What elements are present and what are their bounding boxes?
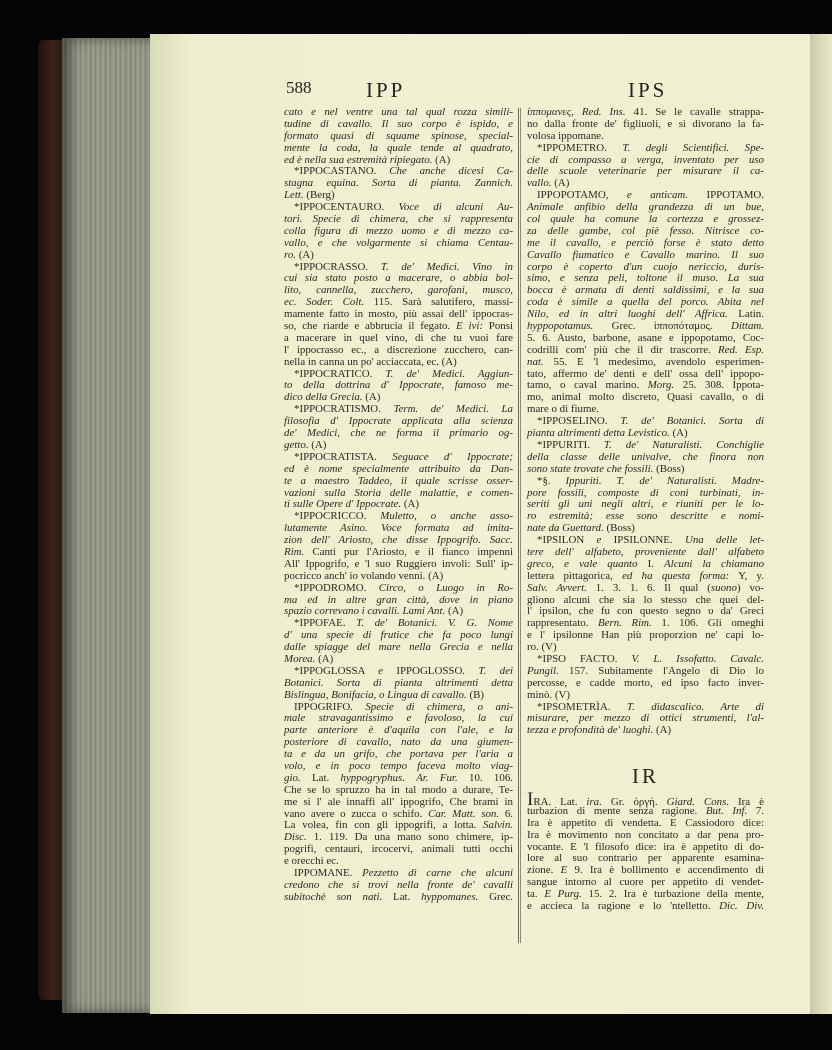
text-run: *IPPOGLOSSA bbox=[294, 664, 379, 677]
italic-text-run: E Purg. bbox=[544, 888, 582, 901]
dictionary-entry bbox=[284, 618, 513, 666]
text-run: 1. 106. Gli omeghi bbox=[651, 617, 764, 630]
italic-text-run: seriti gli uni negli altri, e riuniti per le lo- bbox=[527, 498, 764, 511]
text-run: a macerare in quel vino, di che tu vuoi fare bbox=[284, 331, 513, 344]
text-run: Latin. bbox=[727, 308, 764, 321]
italic-text-run: Car. Matt. son. bbox=[428, 807, 500, 820]
italic-text-run: greco, e vale quanto bbox=[527, 557, 638, 570]
dictionary-entry bbox=[527, 107, 764, 143]
italic-text-run: getto. bbox=[284, 438, 309, 451]
text-run: (A) bbox=[315, 652, 334, 665]
italic-text-run: subitochè son nati. bbox=[284, 890, 383, 903]
italic-text-run: male stravagantissimo e favoloso, la cui bbox=[284, 712, 513, 725]
dictionary-entry bbox=[527, 143, 764, 191]
text-run: lore al suo contrario per apparente esamina- bbox=[527, 852, 764, 865]
ira-entry bbox=[527, 789, 765, 913]
text-run: Lat. bbox=[300, 771, 341, 784]
text-run: (A) bbox=[296, 248, 314, 261]
right-column bbox=[527, 107, 764, 737]
italic-text-run: formato quasi di squame spinose, special- bbox=[284, 129, 513, 142]
dictionary-entry bbox=[284, 107, 513, 166]
text-run: Lat. bbox=[382, 890, 422, 903]
italic-text-run: Dic. Div. bbox=[719, 900, 764, 913]
italic-text-run: T. degli Scientifici. Spe- bbox=[622, 141, 764, 154]
italic-text-run: dico della Grecia. bbox=[284, 391, 363, 404]
italic-text-run: posteriore di cavallo, nato da una giumen- bbox=[284, 736, 513, 749]
text-run: (A) bbox=[308, 438, 327, 451]
text-run: IPPOMANE. bbox=[294, 867, 363, 879]
text-run: *IPPODROMO. bbox=[294, 581, 379, 594]
italic-text-run: Nilo, ed in altri luoghi dell' Affrica. bbox=[527, 308, 728, 321]
text-run: codrilli com' più che il dir trascorre. bbox=[527, 343, 719, 356]
italic-text-run: V. L. Issofatto. Cavalc. bbox=[631, 652, 764, 665]
dictionary-entry bbox=[527, 702, 764, 738]
text-run: 7. bbox=[747, 804, 764, 817]
text-run: IPPOPOTAMO, bbox=[537, 189, 627, 202]
next-page-edge bbox=[810, 34, 832, 1014]
italic-text-run: stagna equina. Sorta di pianta. Zannich. bbox=[284, 177, 513, 190]
left-running-head: IPP bbox=[366, 78, 406, 102]
text-run: Grec. bbox=[478, 890, 513, 903]
italic-text-run: pianta altrimenti detta Levistico. bbox=[527, 427, 670, 440]
text-run: ro. (V) bbox=[527, 641, 557, 654]
italic-text-run: vazioni sulla Storia delle malattie, e comen- bbox=[284, 486, 513, 499]
italic-text-run: Pungil. bbox=[527, 664, 559, 677]
text-line bbox=[527, 630, 764, 642]
section-heading: IR bbox=[632, 764, 659, 788]
text-run: *IPPOCRICCO. bbox=[294, 510, 381, 523]
text-run: vocante. E 'l filosofo dice: ira è appetito di do- bbox=[527, 840, 764, 853]
text-run: *IPPOMETRO. bbox=[537, 141, 623, 154]
text-run: Che se lo spruzzo ha in tal modo a durare, Te- bbox=[284, 783, 513, 796]
text-run: rappresentato. bbox=[527, 617, 598, 630]
italic-text-run: Alcuni la chiamano bbox=[664, 557, 765, 570]
text-run: *IPPOCENTAURO. bbox=[294, 201, 399, 214]
text-run: *IPPOCRATICO. bbox=[294, 367, 386, 380]
italic-text-run: Che anche dicesi Ca- bbox=[389, 165, 514, 178]
drop-cap: I bbox=[527, 789, 534, 810]
italic-text-run: cato e nel ventre una tal qual rozza simili- bbox=[284, 106, 513, 118]
italic-text-run: corpo è coperto d'un cuojo nericcio, duris- bbox=[527, 260, 764, 273]
page-number: 588 bbox=[286, 78, 312, 97]
italic-text-run: Morg. bbox=[647, 379, 675, 392]
italic-text-run: za delle gambe, col piè fesso. Nitrisce co- bbox=[527, 224, 764, 237]
italic-text-run: d' una specie di frutice che fa poco lungi bbox=[284, 629, 513, 642]
dictionary-entry bbox=[284, 404, 513, 452]
text-run: *IPPOCRATISTA. bbox=[294, 450, 393, 463]
text-run: *IPPOSELINO. bbox=[537, 415, 621, 428]
italic-text-run: hyppogryphus. Ar. Fur. bbox=[340, 771, 458, 784]
text-run: RA. Lat. bbox=[533, 796, 587, 808]
italic-text-run: ira. bbox=[586, 796, 602, 808]
italic-text-run: ed è nome specialmente attribuito da Dan- bbox=[284, 462, 513, 475]
text-run: e accieca la ragione e lo 'ntelletto. bbox=[527, 900, 720, 913]
dictionary-entry bbox=[284, 202, 513, 261]
text-run: Ira è bbox=[729, 796, 764, 808]
italic-text-run: ti sulle Opere d' Ippocrate. bbox=[284, 498, 402, 511]
page-edges bbox=[62, 38, 152, 1013]
text-run: volosa ippomane. bbox=[527, 129, 604, 142]
italic-text-run: Seguace d' Ippocrate; bbox=[392, 450, 513, 463]
left-column bbox=[284, 107, 513, 904]
italic-text-run: zion dell' Ariosto, che disse Ippogrifo. Sacc. bbox=[284, 534, 513, 547]
italic-text-run: E ivi: bbox=[455, 320, 483, 333]
dictionary-entry bbox=[284, 262, 513, 369]
text-run: no dalla fronte de' figliuoli, e si divorano la fa- bbox=[527, 117, 764, 130]
italic-text-run: colla figura di mezzo uomo e di mezzo ca- bbox=[284, 224, 513, 237]
text-line bbox=[284, 238, 513, 250]
italic-text-run: Giard. Cons. bbox=[666, 796, 730, 808]
text-run: l' ippocrasso ec., a discrezione zucchero, can- bbox=[284, 343, 513, 356]
italic-text-run: e bbox=[378, 664, 383, 677]
italic-text-run: Rim. bbox=[284, 545, 305, 558]
italic-text-run: mente la coda, la quale tende al quadrato, bbox=[284, 141, 513, 154]
text-run: *IPSOMETRÌA. bbox=[537, 700, 627, 713]
dictionary-entry bbox=[527, 654, 764, 702]
text-run: Y, y. bbox=[729, 569, 764, 582]
italic-text-run: te a maestro Taddeo, il quale scrisse osser- bbox=[284, 474, 513, 487]
italic-text-run: Lett. bbox=[284, 189, 304, 202]
italic-text-run: Muletto, o anche asso- bbox=[380, 510, 513, 523]
dictionary-entry bbox=[527, 535, 764, 654]
text-run: Grec. ἱπποπόταμος. bbox=[593, 320, 732, 333]
text-run: minò. (V) bbox=[527, 688, 570, 701]
text-run: (A) bbox=[445, 605, 464, 618]
text-run: (Boss) bbox=[603, 522, 635, 535]
text-run: turbazion di mente senza ragione. bbox=[527, 804, 706, 817]
italic-text-run: T. de' Naturalisti. Conchiglie bbox=[603, 438, 764, 451]
text-run: ta. bbox=[527, 888, 545, 901]
text-line bbox=[284, 892, 513, 904]
italic-text-run: Red. Ins. bbox=[581, 106, 626, 118]
italic-text-run: gio. bbox=[284, 771, 301, 784]
text-line bbox=[527, 901, 764, 913]
italic-text-run: T. didascalico. Arte di bbox=[626, 700, 764, 713]
text-line bbox=[527, 725, 764, 737]
italic-text-run: Pezzetto di carne che alcuni bbox=[362, 867, 513, 879]
text-run: Ira è movimento non concitato a dar pena pro- bbox=[527, 828, 764, 841]
italic-text-run: Disc. bbox=[284, 831, 307, 844]
italic-text-run: Animale anfibio della grandezza di un bue, bbox=[527, 201, 764, 214]
italic-text-run: ro. bbox=[284, 248, 297, 261]
italic-text-run: vallo. bbox=[527, 177, 552, 190]
text-run: Gr. ὀργή. bbox=[601, 796, 667, 808]
italic-text-run: T. dei bbox=[478, 664, 513, 677]
italic-text-run: dalle spiagge del mare nella Grecia e nella bbox=[284, 641, 513, 654]
text-run: mo, animal molto discreto, Quasi cavallo, o di bbox=[527, 391, 764, 404]
italic-text-run: Specie di chimera, o ani- bbox=[365, 700, 513, 713]
text-run: 25. 308. Ippota- bbox=[674, 379, 764, 392]
italic-text-run: parte anteriore è d'aquila con l'ale, e la bbox=[284, 724, 513, 737]
text-run: vano avere o zucca o schifo. bbox=[284, 807, 429, 820]
text-run: 1. 3. 1. 6. Il qual ( bbox=[586, 581, 711, 594]
italic-text-run: nat. bbox=[527, 355, 544, 368]
italic-text-run: Bislingua, Bonifacia, o Lingua di cavallo. bbox=[284, 688, 467, 701]
italic-text-run: T. de' Botanici. Sorta di bbox=[620, 415, 764, 428]
text-run: 157. Subitamente l'Angelo di Dio lo bbox=[558, 664, 764, 677]
italic-text-run: Bern. Rim. bbox=[598, 617, 652, 630]
italic-text-run: e anticam. bbox=[626, 189, 689, 202]
text-run: zione. bbox=[527, 864, 561, 877]
italic-text-run: Morea. bbox=[284, 652, 316, 665]
text-run: 41. Se le cavalle strappa- bbox=[625, 106, 764, 118]
dictionary-entry bbox=[284, 452, 513, 511]
italic-text-run: cui sia stato posto a macerare, o abbia bol- bbox=[284, 272, 513, 285]
italic-text-run: simo, e senza peli, toltone il muso. La sua bbox=[527, 272, 764, 285]
text-run bbox=[574, 106, 582, 118]
italic-text-run: Salv. Avvert. bbox=[527, 581, 587, 594]
text-run: *IPPOFAE. bbox=[294, 617, 357, 630]
italic-text-run: tere dell' alfabeto, proveniente dall' alfabeto bbox=[527, 545, 764, 558]
italic-text-run: T. de' Medici. Vino in bbox=[380, 260, 513, 273]
italic-text-run: suono bbox=[710, 581, 737, 594]
italic-text-run: Una delle let- bbox=[684, 534, 764, 547]
text-run: Ira è appetito di vendetta. E Cassiodoro dice: bbox=[527, 816, 764, 829]
italic-text-run: delle scuole veterinarie per misurare il ca- bbox=[527, 165, 764, 178]
text-run: nella in canna un po' acciaccata, ec. (A) bbox=[284, 355, 457, 368]
text-run: *IPPOCRASSO. bbox=[294, 260, 381, 273]
italic-text-run: Cavallo fiumatico e Cavallo marino. Il suo bbox=[527, 248, 764, 261]
italic-text-run: tori. Specie di chimera, che si rappresenta bbox=[284, 213, 513, 226]
italic-text-run: E bbox=[560, 864, 568, 877]
dictionary-entry bbox=[284, 868, 513, 904]
text-run: *§. bbox=[537, 474, 566, 487]
text-run: I. bbox=[637, 557, 665, 570]
text-run: pocricco anch' io volando venni. (A) bbox=[284, 569, 444, 582]
italic-text-run: ἱππομανες, bbox=[527, 106, 574, 118]
column-divider bbox=[518, 108, 521, 943]
italic-text-run: credono che si trovi nella fronte de' cavalli bbox=[284, 878, 513, 891]
dictionary-entry bbox=[284, 666, 513, 702]
italic-text-run: nate da Guettard. bbox=[527, 522, 604, 535]
text-run: tamo, o caval marino. bbox=[527, 379, 648, 392]
italic-text-run: ta e da un grifo, che portava per l'aria a bbox=[284, 748, 513, 761]
italic-text-run: ec. Soder. Colt. bbox=[284, 296, 365, 309]
text-run: (A) bbox=[551, 177, 570, 190]
text-run: lettera pittagorica, bbox=[527, 569, 623, 582]
text-run: *IPPOCASTANO. bbox=[294, 165, 390, 178]
text-run: La volea, fin con gli ippogrifi, a lotta. bbox=[284, 819, 484, 832]
italic-text-run: della classe delle univalve, che finora non bbox=[527, 450, 764, 463]
italic-text-run: lutamente Asino. Voce formata ad imita- bbox=[284, 522, 513, 535]
text-run: 1. 119. Da una mano sono chimere, ip- bbox=[306, 831, 513, 844]
italic-text-run: to della dottrina d' Ippocrate, famoso me- bbox=[284, 379, 513, 392]
italic-text-run: Circo, o Luogo in Ro- bbox=[378, 581, 513, 594]
italic-text-run: filosofia d' Ippocrate applicata alla scienza bbox=[284, 415, 513, 428]
text-run: mare o di fiume. bbox=[527, 403, 599, 416]
text-run: e orecchi ec. bbox=[284, 855, 339, 868]
italic-text-run: tudine di cavallo. Il suo corpo è ispido, e bbox=[284, 117, 513, 130]
text-run: so, che riarde e abbrucia il fegato. bbox=[284, 320, 456, 333]
italic-text-run: coda è simile a quella del porco. Abita nel bbox=[527, 296, 764, 309]
text-run: (B) bbox=[466, 688, 484, 701]
italic-text-run: Botanici. Sorta di pianta altrimenti detta bbox=[284, 676, 513, 689]
italic-text-run: Dittam. bbox=[731, 320, 764, 333]
italic-text-run: Voce di alcuni Au- bbox=[398, 201, 513, 214]
italic-text-run: me il cavallo, e perciò forse è stato detto bbox=[527, 236, 764, 249]
italic-text-run: But. Inf. bbox=[705, 804, 748, 817]
text-run: Ponsi bbox=[482, 320, 514, 333]
text-run: (A) bbox=[432, 153, 451, 166]
dictionary-entry bbox=[284, 583, 513, 619]
italic-text-run: T. de' Medici. Aggiun- bbox=[385, 367, 513, 380]
italic-text-run: bocca è armata di denti saldissimi, e la sua bbox=[527, 284, 764, 297]
italic-text-run: pore fossili, composte di coni turbinati, in- bbox=[527, 486, 764, 499]
text-run: 9. Ira è bollimento e accendimento di bbox=[567, 864, 764, 877]
text-run: percosse, e cadde morto, ed ipso facto inver- bbox=[527, 676, 764, 689]
text-run: IPPOGRIFO. bbox=[294, 700, 366, 713]
dictionary-entry bbox=[284, 166, 513, 202]
text-run: 6. bbox=[499, 807, 513, 820]
italic-text-run: e bbox=[596, 534, 602, 547]
text-run: (A) bbox=[653, 724, 672, 737]
italic-text-run: col quale ha comune la cortezza e grossez- bbox=[527, 213, 764, 226]
italic-text-run: Salvin. bbox=[483, 819, 513, 832]
italic-text-run: hyppomanes. bbox=[421, 890, 479, 903]
text-run: mamente fatto in mosto, più assai dell' ippocras- bbox=[284, 308, 513, 321]
dictionary-entry bbox=[284, 369, 513, 405]
italic-text-run: volo, e in poco tempo faceva molto viag- bbox=[284, 759, 513, 772]
text-run: gliono alcuni che sia lo stesso che quei del- bbox=[527, 593, 764, 606]
text-run: *IPPURITI. bbox=[537, 438, 604, 451]
text-run: e l' ipsilonne Han più proporzion ne' capi lo- bbox=[527, 629, 764, 642]
dictionary-entry bbox=[527, 416, 764, 440]
dictionary-entry bbox=[527, 440, 764, 476]
text-run: IPPOGLOSSO. bbox=[383, 664, 479, 677]
text-run: 10. 106. bbox=[457, 771, 513, 784]
text-run: *IPSILON bbox=[537, 534, 597, 547]
italic-text-run: sono state trovate che fossili. bbox=[527, 462, 654, 475]
text-run: tato, affermo de' denti e dell' ossa dell' ippopo- bbox=[527, 367, 764, 380]
right-running-head: IPS bbox=[628, 78, 668, 102]
italic-text-run: ed è nella sua estremità ripiegato. bbox=[284, 153, 433, 166]
text-run: *IPPOCRATISMO. bbox=[294, 403, 394, 416]
dictionary-entry bbox=[527, 190, 764, 416]
italic-text-run: cie di compasso a verga, inventato per uso bbox=[527, 153, 764, 166]
text-run: 115. Sarà salutifero, massi- bbox=[364, 296, 513, 309]
italic-text-run: ro estremità; esse sono descritte e nomi- bbox=[527, 510, 764, 523]
italic-text-run: Term. de' Medici. La bbox=[393, 403, 513, 416]
italic-text-run: T. de' Botanici. V. G. Nome bbox=[356, 617, 514, 630]
text-run: ) vo- bbox=[736, 581, 764, 594]
italic-text-run: misurare, per mezzo di ottici strumenti, l'al- bbox=[527, 712, 764, 725]
italic-text-run: hyppopotamus. bbox=[527, 320, 594, 333]
italic-text-run: ed ha questa forma: bbox=[622, 569, 730, 582]
text-run: (A) bbox=[669, 427, 688, 440]
dictionary-entry bbox=[284, 702, 513, 868]
text-run: 55. E 'l medesimo, avendolo esperimen- bbox=[543, 355, 764, 368]
text-run: (A) bbox=[401, 498, 420, 511]
text-run: 15. 2. Ira è turbazione della mente, bbox=[581, 888, 765, 901]
text-run: me si l' ale innaffi all' ippogrifo, Che brami in bbox=[284, 795, 513, 808]
italic-text-run: spazio correvano i cavalli. Lami Ant. bbox=[284, 605, 446, 618]
dictionary-entry bbox=[284, 511, 513, 582]
text-run: (Berg) bbox=[303, 189, 335, 202]
italic-text-run: tezza e profondità de' luoghi. bbox=[527, 724, 654, 737]
text-run: IPPOTAMO. bbox=[688, 189, 764, 202]
text-run: All' Ippogrifo, e 'l suo Ruggiero involi: Sull' ip- bbox=[284, 557, 513, 570]
text-run: l' ipsilon, che fu con questo segno υ da' Greci bbox=[527, 605, 764, 618]
text-run: pogrifi, centauri, ircocervi, animali tutti occhi bbox=[284, 843, 513, 856]
italic-text-run: lito, cannella, zucchero, garofani, musco, bbox=[284, 284, 513, 297]
text-run: (A) bbox=[362, 391, 381, 404]
text-run: Canti pur l'Ariosto, e il fianco impenni bbox=[304, 545, 513, 558]
italic-text-run: vallo, e che volgarmente si chiama Centau- bbox=[284, 236, 513, 249]
italic-text-run: de' Medici, che ne forma il primario og- bbox=[284, 427, 513, 440]
italic-text-run: Red. Esp. bbox=[718, 343, 765, 356]
italic-text-run: Ippuriti. T. de' Naturalisti. Madre- bbox=[565, 474, 765, 487]
text-run: (Boss) bbox=[653, 462, 685, 475]
text-run: sangue intorno al cuore per appetito di vendet- bbox=[527, 876, 764, 889]
text-run: 5. 6. Austo, barbone, asane e ippopotamo, Coc- bbox=[527, 331, 764, 344]
italic-text-run: ma ed in altre gran città, dove in piano bbox=[284, 593, 513, 606]
dictionary-entry bbox=[527, 476, 764, 535]
text-run: IPSILONNE. bbox=[601, 534, 685, 547]
text-run: *IPSO FACTO. bbox=[537, 652, 632, 665]
